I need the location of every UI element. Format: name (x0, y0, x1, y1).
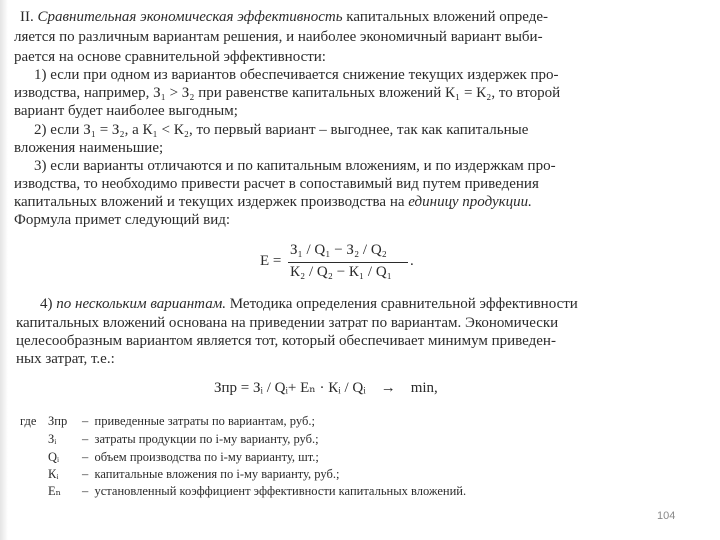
case-2-line-1: 2) если З₁ = З₂, а К₁ < К₂, то первый вариант – выгоднее, так как капитальные (34, 122, 529, 138)
paragraph-2-line-1 (20, 8, 548, 26)
legend-intro: где (20, 414, 37, 428)
legend-description: – объем производства по i-му варианту, шт.; (82, 450, 319, 464)
legend-description: – приведенные затраты по вариантам, руб.; (82, 414, 315, 428)
formula-e-fraction-bar (288, 262, 408, 263)
formula-e-numerator: З₁ / Q₁ − З₂ / Q₂ (290, 242, 387, 258)
formula-e-denominator: К₂ / Q₂ − К₁ / Q₁ (290, 264, 392, 280)
formula-min: Зпр = Зᵢ / Qᵢ+ Еₙ · Кᵢ / Qᵢ → min, (214, 380, 438, 396)
case-3-line-3 (14, 193, 532, 211)
case-4-line-2: капитальных вложений основана на приведении затрат по вариантам. Экономически (16, 315, 559, 331)
paragraph-2-line-2: ляется по различным вариантам решения, и наиболее экономичный вариант выби- (14, 29, 543, 45)
section-title-italic: Сравнительная экономическая эффективность (37, 9, 343, 25)
case-2-line-2: вложения наименьшие; (14, 140, 164, 156)
case-4-text: Методика определения сравнительной эффективности (226, 296, 578, 312)
legend-description: – затраты продукции по i-му варианту, руб.; (82, 432, 319, 446)
case-3-italic: единицу продукции. (408, 194, 532, 210)
case-4-line-4: ных затрат, т.е.: (16, 351, 115, 367)
case-3-text: капитальных вложений и текущих издержек производства на (14, 194, 409, 210)
section-text: капитальных вложений опреде- (342, 9, 549, 25)
legend-symbol: Зпр (48, 414, 68, 428)
section-number: II. (20, 9, 34, 25)
page-number: 104 (657, 510, 676, 522)
case-4-line-1 (40, 295, 578, 313)
formula-e-end: . (410, 253, 414, 269)
legend-symbol: Еₙ (48, 484, 62, 498)
case-3-line-4: Формула примет следующий вид: (14, 212, 231, 228)
legend-symbol: Зᵢ (48, 432, 57, 446)
case-4-italic: по нескольким вариантам. (56, 296, 227, 312)
legend-description: – капитальные вложения по i-му варианту, руб.; (82, 467, 340, 481)
legend-description: – установленный коэффициент эффективности капитальных вложений. (82, 484, 467, 498)
case-4-line-3: целесообразным вариантом является тот, который обеспечивает минимум приведен- (16, 333, 556, 349)
case-3-line-1: 3) если варианты отличаются и по капитальным вложениям, и по издержкам про- (34, 158, 556, 174)
case-3-line-2: изводства, то необходимо привести расчет в сопоставимый вид путем приведения (14, 176, 539, 192)
case-4-number: 4) (40, 296, 57, 312)
paragraph-2-line-3: рается на основе сравнительной эффективности: (14, 49, 326, 65)
case-1-line-1: 1) если при одном из вариантов обеспечивается снижение текущих издержек про- (34, 67, 559, 83)
legend-symbol: Кᵢ (48, 467, 59, 481)
legend-symbol: Qᵢ (48, 450, 60, 464)
formula-e-lhs: Е = (260, 253, 282, 269)
case-1-line-2: изводства, например, З₁ > З₂ при равенстве капитальных вложений К₁ = К₂, то второй (14, 85, 561, 101)
case-1-line-3: вариант будет наиболее выгодным; (14, 103, 238, 119)
